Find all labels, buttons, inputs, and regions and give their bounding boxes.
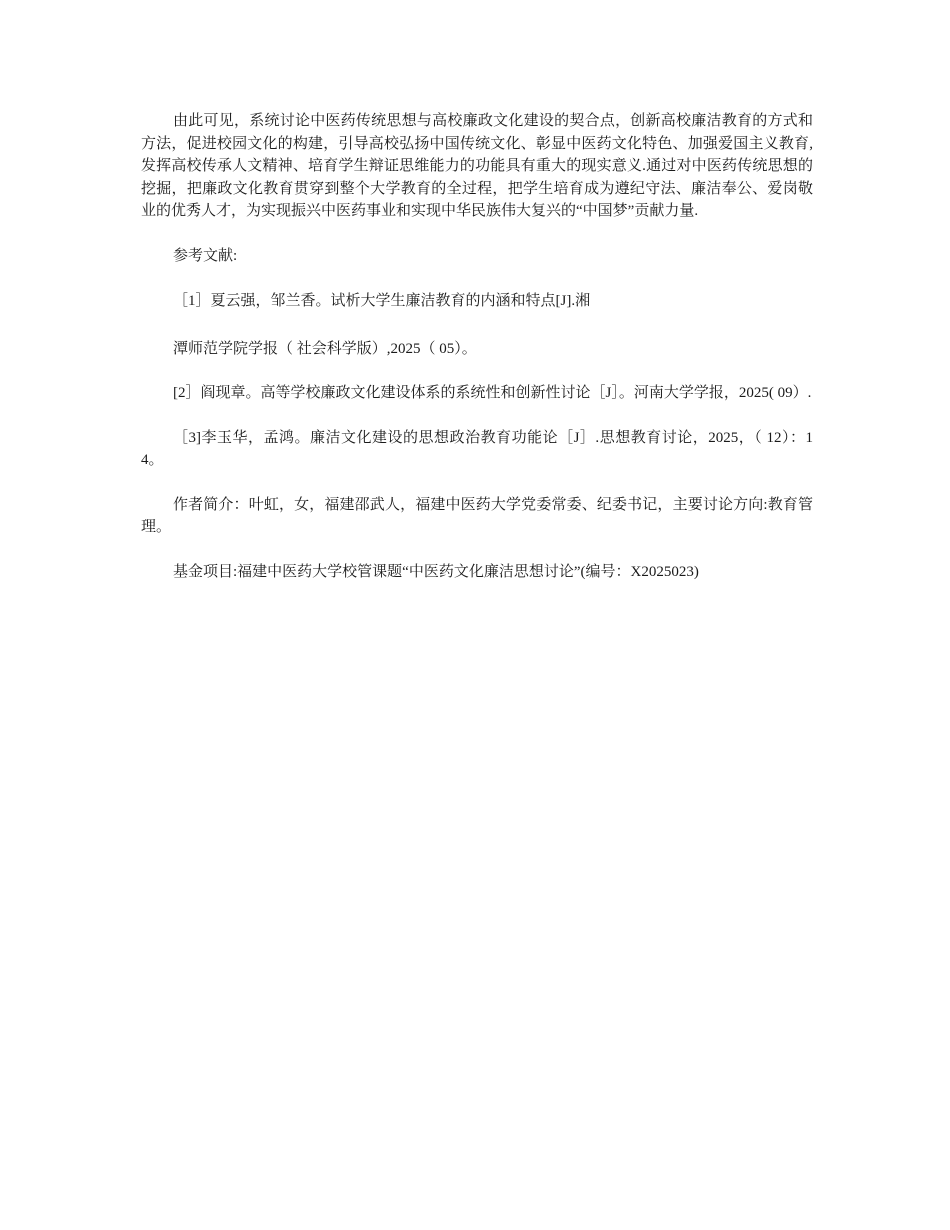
reference-1-line-2: 潭师范学院学报（ 社会科学版）,2025（ 05）。 xyxy=(173,340,477,357)
reference-3: ［3]李玉华，孟鸿。廉洁文化建设的思想政治教育功能论［J］.思想教育讨论，2025，（ 12）：14。 xyxy=(141,429,813,468)
fund-note: 基金项目:福建中医药大学校管课题“中医药文化廉洁思想讨论”(编号：X2025023) xyxy=(173,563,699,580)
references-heading: 参考文献: xyxy=(173,247,238,264)
document-page xyxy=(141,110,813,583)
reference-1-line-1: ［1］夏云强，邹兰香。试析大学生廉洁教育的内涵和特点[J].湘 xyxy=(173,293,591,309)
intro-paragraph: 由此可见，系统讨论中医药传统思想与高校廉政文化建设的契合点，创新高校廉洁教育的方式和方法，促进校园文化的构建，引导高校弘扬中国传统文化、彰显中医药文化特色、加强爱国主义教育,发挥高校传承人文精神、培育学生辩证思维能力的功能具有重大的现实意义.通过对中医药传统思想的挖掘，把廉政文化教育贯穿到整个大学教育的全过程，把学生培育成为遵纪守法、廉洁奉公、爱岗敬业的优秀人才，为实现振兴中医药事业和实现中华民族伟大复兴的“中国梦”贡献力量. xyxy=(141,113,813,219)
reference-2: [2］阎现章。高等学校廉政文化建设体系的系统性和创新性讨论［J］。河南大学学报，2025( 09）. xyxy=(173,385,812,401)
author-bio: 作者简介：叶虹，女，福建邵武人，福建中医药大学党委常委、纪委书记，主要讨论方向:教育管理。 xyxy=(141,496,813,535)
